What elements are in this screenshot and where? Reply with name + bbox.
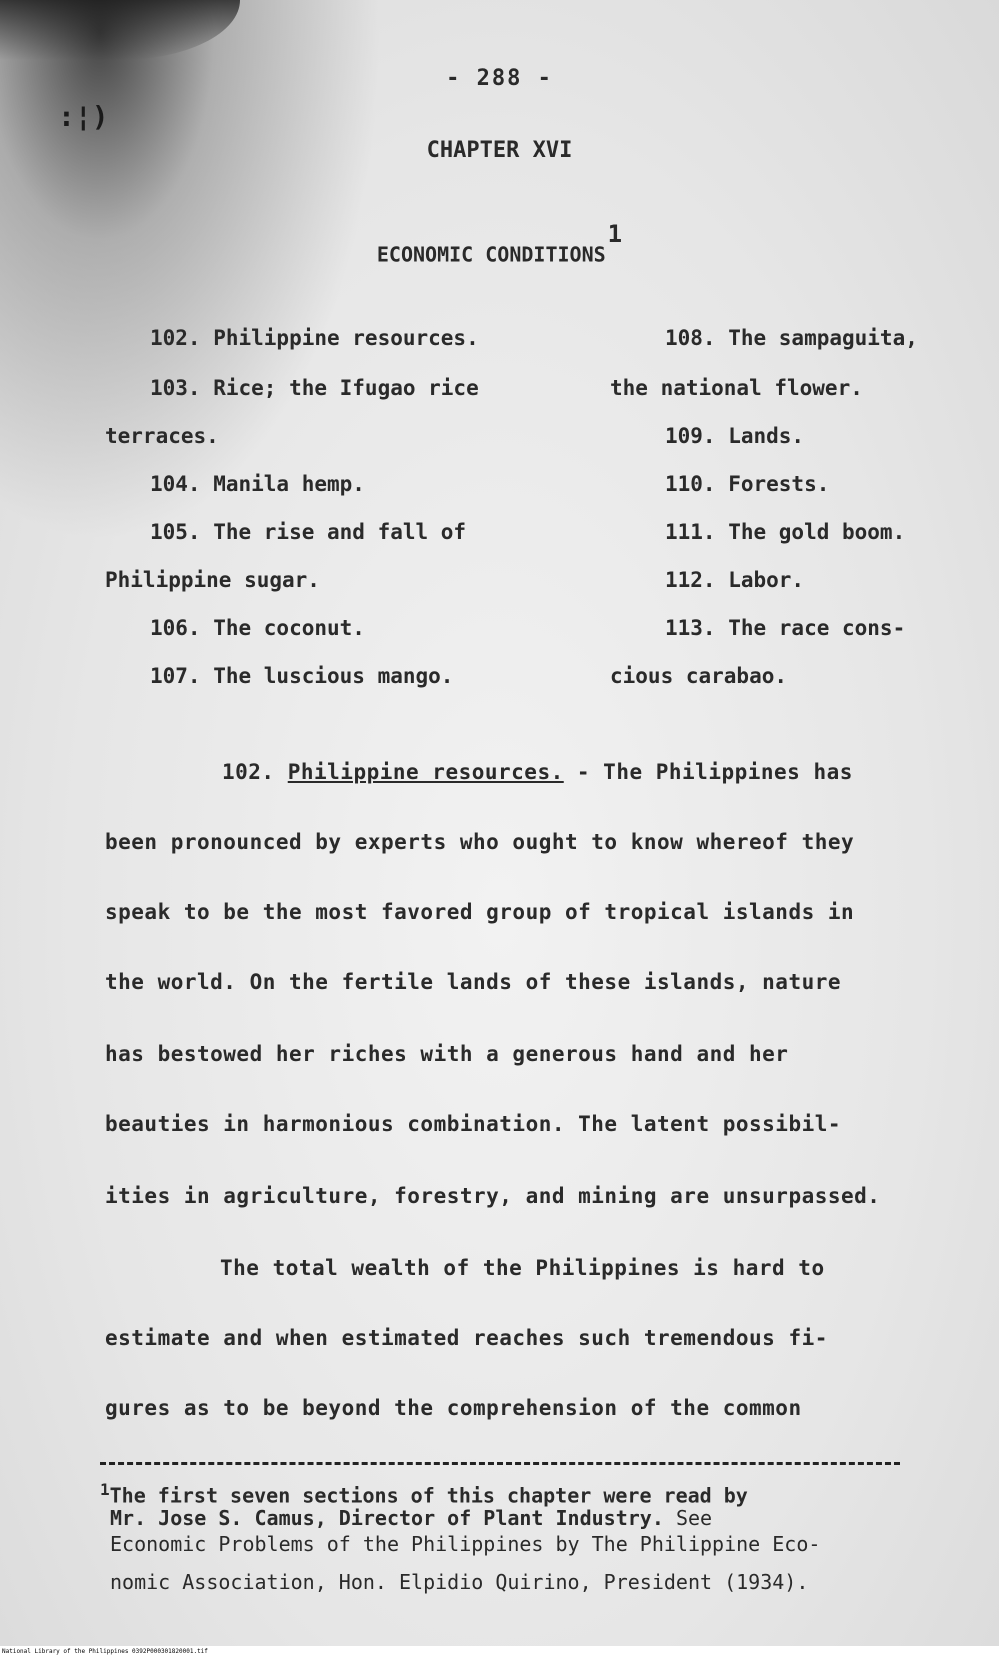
footnote-reference: 1 [607,220,623,248]
toc-item: 107. The luscious mango. [150,664,454,688]
toc-item: 112. Labor. [665,568,805,592]
footnote-text: Mr. Jose S. Camus, Director of Plant Industry. [110,1506,664,1530]
section-heading-text: - The Philippines has [563,760,853,784]
scan-shadow [0,0,240,60]
section-title: Philippine resources. [287,760,564,784]
toc-item: 102. Philippine resources. [150,326,479,350]
footnote-see: See [675,1506,713,1530]
binding-mark: :¦) [58,100,109,133]
toc-item-continuation: the national flower. [610,376,863,400]
paragraph-line: speak to be the most favored group of tropical islands in [105,900,855,924]
footnote-line: nomic Association, Hon. Elpidio Quirino, President (1934). [110,1570,809,1594]
footnote-line: Economic Problems of the Philippines by The Philippine Eco- [110,1532,821,1556]
paragraph-line: has bestowed her riches with a generous hand and her [105,1042,789,1066]
toc-item: 106. The coconut. [150,616,365,640]
toc-item: 108. The sampaguita, [665,326,918,350]
archive-label: National Library of the Philippines 0392P000301820001.tif [0,1646,999,1658]
toc-item-continuation: terraces. [105,424,219,448]
paragraph-line: gures as to be beyond the comprehension of the common [105,1396,802,1420]
toc-item: 109. Lands. [665,424,805,448]
section-number: 102. [222,760,275,784]
paragraph-line: estimate and when estimated reaches such tremendous fi- [105,1326,828,1350]
toc-item: 110. Forests. [665,472,830,496]
chapter-title [0,220,999,267]
toc-item-continuation: Philippine sugar. [105,568,320,592]
footnote-text: The first seven sections of this chapter were read by [109,1483,748,1508]
paragraph-line: The total wealth of the Philippines is hard to [220,1256,825,1280]
toc-item-continuation: cious carabao. [610,664,788,688]
page-number: - 288 - [446,66,553,91]
toc-item: 104. Manila hemp. [150,472,365,496]
footnote-divider [100,1462,900,1465]
toc-item: 105. The rise and fall of [150,520,467,544]
footnote-line [100,1480,748,1508]
paragraph-line: beauties in harmonious combination. The latent possibil- [105,1112,842,1136]
footnote-marker: 1 [100,1480,110,1499]
toc-item: 103. Rice; the Ifugao rice [150,376,479,400]
paragraph-line: ities in agriculture, forestry, and mining are unsurpassed. [105,1184,881,1208]
footnote-line [110,1506,712,1530]
chapter-heading: CHAPTER XVI [426,138,573,163]
paragraph-line: been pronounced by experts who ought to know whereof they [105,830,855,854]
toc-item: 111. The gold boom. [665,520,906,544]
section-heading-line [222,760,853,784]
paragraph-line: the world. On the fertile lands of these islands, nature [105,970,842,994]
chapter-title-text: ECONOMIC CONDITIONS [376,242,606,267]
toc-item: 113. The race cons- [665,616,906,640]
